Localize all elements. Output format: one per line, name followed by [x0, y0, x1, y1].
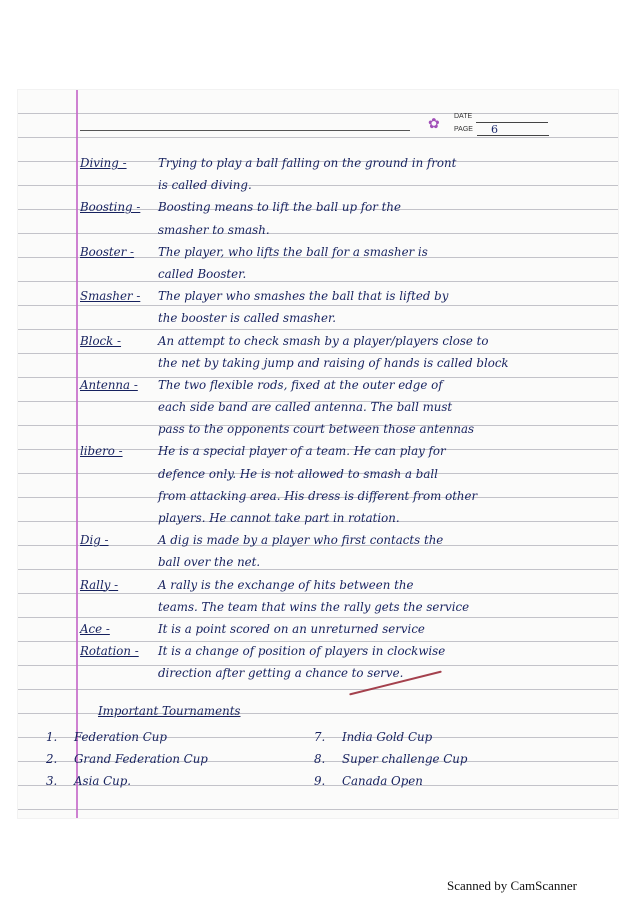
definition-entry [80, 440, 616, 529]
definition-entry [80, 330, 616, 374]
scanner-watermark: Scanned by CamScanner [447, 878, 577, 893]
definition-line: A rally is the exchange of hits between the [158, 577, 414, 592]
definition-line: direction after getting a chance to serve. [158, 666, 404, 681]
definition-line: players. He cannot take part in rotation. [158, 511, 400, 525]
definition-term: Smasher - [80, 289, 141, 304]
definition-entry [80, 374, 616, 441]
tournament-number: 2. [46, 752, 58, 767]
tournament-number: 3. [46, 774, 58, 789]
tournaments-title: Important Tournaments [98, 704, 241, 718]
tournament-name: Super challenge Cup [342, 752, 468, 767]
definition-line: Boosting means to lift the ball up for the [158, 200, 401, 215]
definition-term: Booster - [80, 244, 135, 259]
date-page-box [454, 110, 549, 136]
lotus-icon: ✿ [428, 116, 440, 132]
definition-line: smasher to smash. [158, 222, 270, 237]
margin-line [76, 90, 78, 818]
definition-term: Ace - [80, 621, 110, 636]
tournament-number: 9. [314, 774, 326, 789]
definition-term: Block - [80, 333, 122, 348]
definition-line: It is a change of position of players in clockwise [158, 644, 446, 659]
tournament-name: Canada Open [342, 774, 423, 789]
definition-line: The player, who lifts the ball for a smasher is [158, 244, 428, 259]
definition-line: each side band are called antenna. The ball must [158, 400, 453, 415]
tournament-name: Asia Cup. [74, 774, 132, 789]
definition-line: Trying to play a ball falling on the ground in front [158, 156, 457, 170]
tournament-number: 8. [314, 752, 326, 767]
definition-line: is called diving. [158, 178, 252, 193]
page-number: 6 [477, 124, 549, 136]
definition-term: libero - [80, 444, 123, 459]
date-label: DATE [454, 113, 473, 120]
tournament-name: Grand Federation Cup [74, 752, 208, 767]
definition-line: ball over the net. [158, 555, 261, 570]
definition-line: defence only. He is not allowed to smash a ball [158, 466, 438, 481]
tournament-row [46, 726, 606, 748]
definition-entry [80, 241, 616, 285]
tournament-name: Federation Cup [74, 730, 167, 744]
definition-entry [80, 285, 616, 329]
definition-term: Boosting - [80, 200, 141, 215]
definition-line: It is a point scored on an unreturned service [158, 621, 425, 636]
tournaments-list [46, 726, 606, 793]
definition-entry [80, 529, 616, 573]
definition-entry [80, 640, 616, 684]
tournament-number: 1. [46, 730, 58, 744]
definition-entry [80, 618, 616, 640]
definition-term: Antenna - [80, 377, 138, 392]
header-rule [80, 130, 410, 131]
definition-term: Dig - [80, 533, 109, 548]
date-value [476, 111, 548, 123]
definition-line: An attempt to check smash by a player/players close to [158, 333, 489, 348]
definition-entry [80, 574, 616, 618]
page-label: PAGE [454, 126, 473, 133]
definition-line: teams. The team that wins the rally gets the service [158, 599, 470, 614]
definitions-list [80, 152, 616, 685]
tournament-number: 7. [314, 730, 326, 744]
definition-line: the net by taking jump and raising of hands is called block [158, 355, 509, 370]
definition-line: called Booster. [158, 266, 247, 281]
definition-entry [80, 152, 616, 196]
definition-line: pass to the opponents court between those antennas [158, 422, 475, 437]
definition-line: the booster is called smasher. [158, 311, 337, 326]
definition-line: A dig is made by a player who first contacts the [158, 533, 444, 548]
definition-line: from attacking area. His dress is different from other [158, 488, 478, 503]
notebook-page [18, 90, 618, 818]
definition-term: Diving - [80, 156, 127, 170]
tournament-row [46, 748, 606, 770]
definition-term: Rally - [80, 577, 119, 592]
definition-term: Rotation - [80, 644, 139, 659]
tournament-row [46, 770, 606, 792]
definition-line: He is a special player of a team. He can play for [158, 444, 446, 459]
tournament-name: India Gold Cup [342, 730, 433, 744]
definition-line: The player who smashes the ball that is lifted by [158, 289, 449, 304]
definition-entry [80, 196, 616, 240]
definition-line: The two flexible rods, fixed at the outer edge of [158, 377, 443, 392]
